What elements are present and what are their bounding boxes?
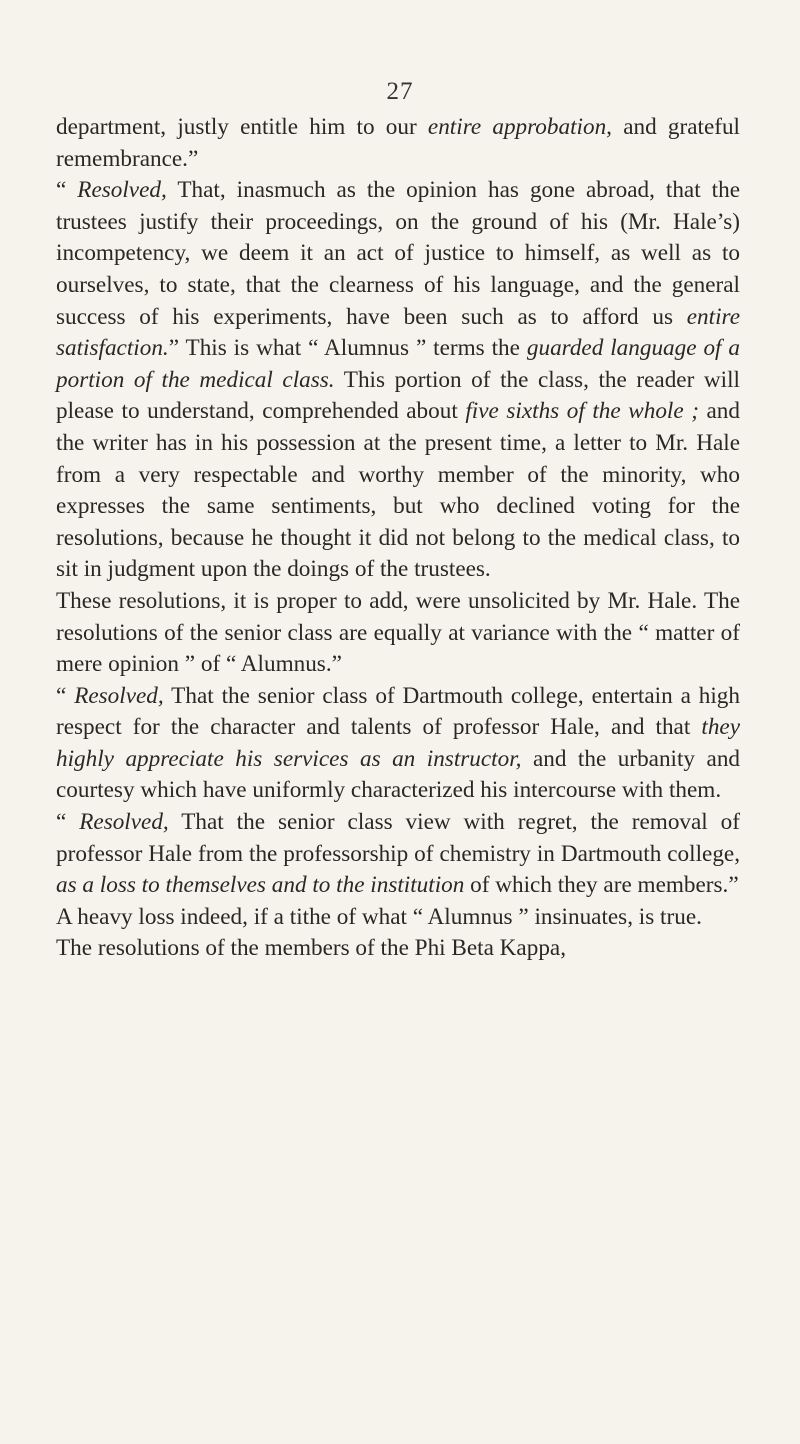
italic-segment: Resolved, bbox=[74, 682, 164, 709]
text-segment: The resolutions of the members of the Phi Beta Kappa, bbox=[56, 935, 567, 962]
italic-segment: Resolved, bbox=[77, 177, 167, 204]
body-text bbox=[56, 112, 740, 965]
italic-segment: entire approbation, bbox=[427, 114, 612, 140]
italic-segment: as a loss to themselves and to the institution bbox=[56, 872, 465, 899]
paragraph-5 bbox=[56, 807, 740, 902]
paragraph-2 bbox=[56, 175, 740, 586]
page-number: 27 bbox=[386, 78, 414, 105]
paragraph-4 bbox=[56, 681, 740, 807]
text-segment: “ bbox=[56, 809, 80, 836]
text-segment: and the writer has in his possession at the present time, a letter to Mr. Hale from a very respectable and worthy member of the minority, who expresses the same sentiments, but who declined voting for the resolutions, because he thought it did not belong to the medical class, to sit in judgment upon the doings of the trustees. bbox=[56, 398, 740, 583]
text-segment: That, inasmuch as the opinion has gone abroad, that the trustees justify their proceedings, on the ground of his (Mr. Hale’s) incompetency, we deem it an act of justice to himself, as well as to ourselves, to state, that the clearness of his language, and the general success of his experiments, have been such as to afford us bbox=[56, 177, 740, 330]
text-segment: A heavy loss indeed, if a tithe of what “ Alumnus ” insinuates, is true. bbox=[56, 903, 702, 930]
text-segment: of which they are members.” bbox=[464, 872, 739, 899]
paragraph-3 bbox=[56, 586, 740, 681]
italic-segment: guarded language of a portion of the medical class. bbox=[56, 335, 740, 393]
text-segment: and the urbanity and courtesy which have uniformly characterized his intercourse with them. bbox=[56, 745, 741, 804]
paragraph-7 bbox=[56, 933, 740, 965]
italic-segment: they highly appreciate his services as an instructor, bbox=[56, 714, 740, 772]
text-segment: That the senior class of Dartmouth college, entertain a high respect for the character and talents of professor Hale, and that bbox=[56, 682, 740, 741]
text-segment: This portion of the class, the reader will please to understand, comprehended about bbox=[56, 366, 740, 425]
text-segment: and grateful remembrance.” bbox=[56, 114, 740, 172]
text-segment: These resolutions, it is proper to add, were unsolicited by Mr. Hale. The resolutions of the senior class are equally at variance with the “ matter of mere opinion ” of “ Alumnus.” bbox=[56, 587, 740, 678]
italic-segment: entire satisfaction. bbox=[56, 303, 740, 362]
text-segment: “ bbox=[56, 177, 78, 204]
italic-segment: Resolved, bbox=[79, 809, 169, 836]
text-segment: “ bbox=[56, 682, 75, 709]
text-segment: ” This is what “ Alumnus ” terms the bbox=[168, 335, 527, 362]
paragraph-1 bbox=[56, 112, 740, 175]
text-segment: That the senior class view with regret, the removal of professor Hale from the professorship of chemistry in Dartmouth college, bbox=[56, 809, 740, 867]
paragraph-6 bbox=[56, 902, 740, 934]
text-segment: department, justly entitle him to our bbox=[56, 114, 428, 140]
italic-segment: five sixths of the whole ; bbox=[465, 398, 699, 425]
